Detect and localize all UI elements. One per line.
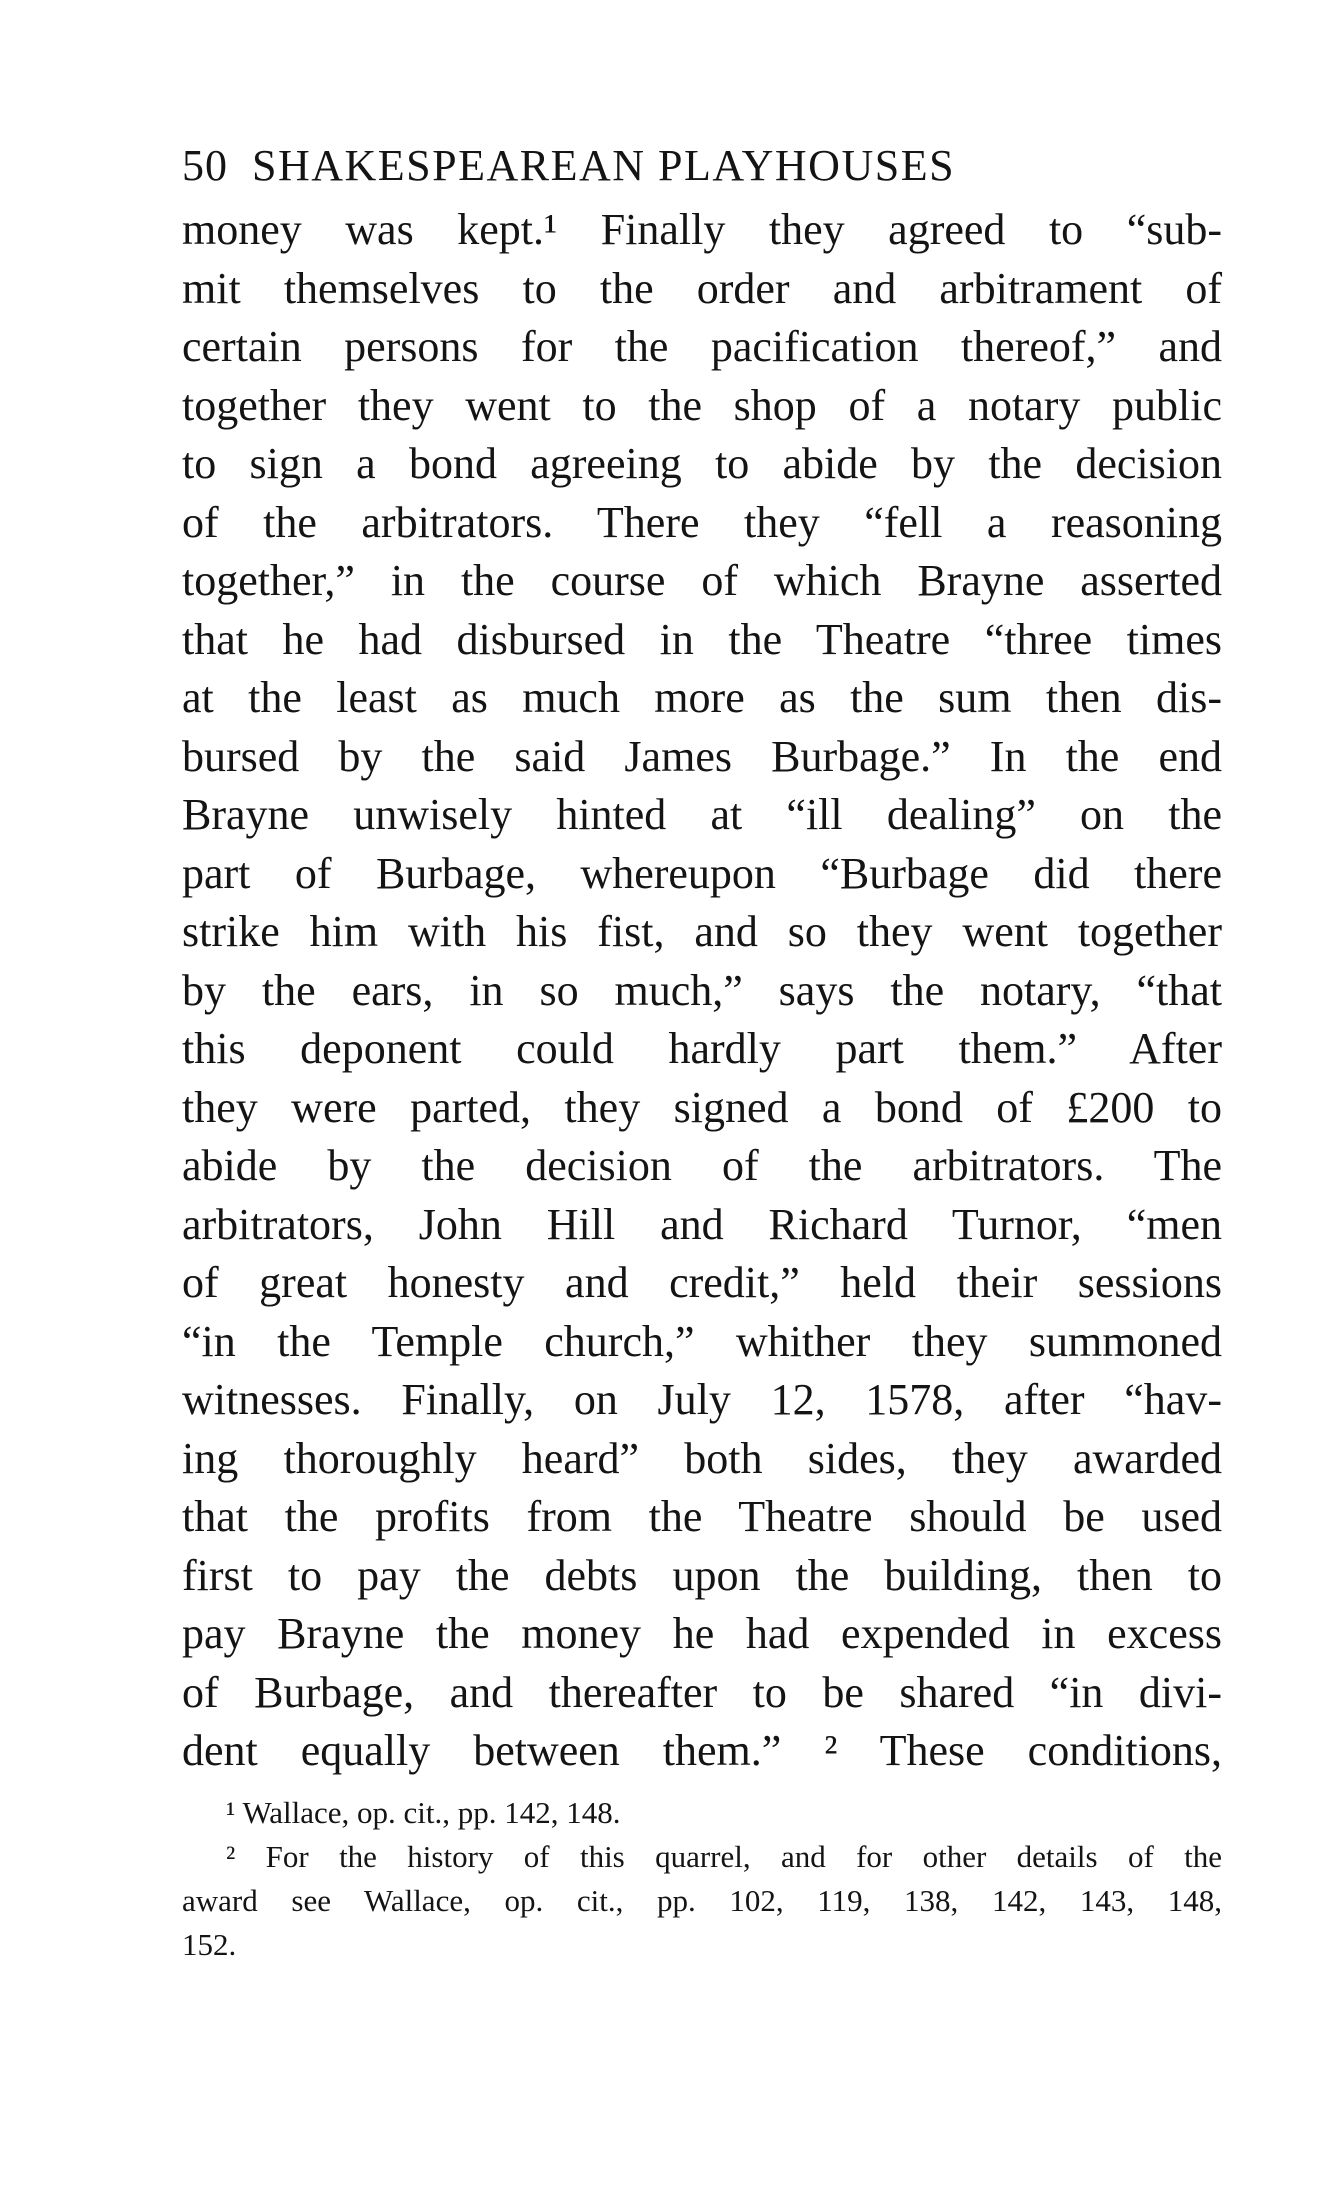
- text-line: ing thoroughly heard” both sides, they awarded: [182, 1433, 1222, 1483]
- text-line: pay Brayne the money he had expended in excess: [182, 1609, 1222, 1658]
- text-line: bursed by the said James Burbage.” In the end: [182, 731, 1222, 781]
- text-line: of great honesty and credit,” held their sessions: [182, 1258, 1222, 1307]
- text-line: arbitrators, John Hill and Richard Turnor, “men: [182, 1199, 1222, 1249]
- text-line: of the arbitrators. There they “fell a reasoning: [182, 497, 1222, 547]
- text-line: strike him with his fist, and so they went together: [182, 907, 1222, 956]
- text-line: part of Burbage, whereupon “Burbage did there: [182, 848, 1222, 898]
- text-line: together they went to the shop of a notary public: [182, 380, 1222, 430]
- body-text: [182, 201, 1222, 1781]
- running-head: [182, 140, 1222, 191]
- text-line: at the least as much more as the sum then dis-: [182, 673, 1222, 722]
- text-line: witnesses. Finally, on July 12, 1578, after “hav-: [182, 1375, 1222, 1424]
- text-line: abide by the decision of the arbitrators. The: [182, 1141, 1222, 1190]
- page-number: 50: [182, 141, 228, 190]
- text-line: they were parted, they signed a bond of £200 to: [182, 1082, 1222, 1132]
- text-line: this deponent could hardly part them.” After: [182, 1024, 1222, 1073]
- book-page: [182, 140, 1222, 1967]
- footnote-2-end: 152.: [182, 1926, 237, 1962]
- text-line: first to pay the debts upon the building, then to: [182, 1550, 1222, 1600]
- text-line: of Burbage, and thereafter to be shared “in divi-: [182, 1667, 1222, 1717]
- text-line: “in the Temple church,” whither they summoned: [182, 1316, 1222, 1366]
- text-line: that he had disbursed in the Theatre “three times: [182, 614, 1222, 664]
- text-line: certain persons for the pacification thereof,” and: [182, 322, 1222, 371]
- footnote-2-continued: award see Wallace, op. cit., pp. 102, 119, 138, 142, 143, 148,: [182, 1882, 1222, 1918]
- text-line: by the ears, in so much,” says the notary, “that: [182, 965, 1222, 1015]
- text-line: money was kept.¹ Finally they agreed to “sub-: [182, 205, 1222, 254]
- text-line: Brayne unwisely hinted at “ill dealing” on the: [182, 790, 1222, 839]
- text-line: to sign a bond agreeing to abide by the decision: [182, 439, 1222, 488]
- footnote-1: ¹ Wallace, op. cit., pp. 142, 148.: [226, 1794, 621, 1830]
- text-line: that the profits from the Theatre should be used: [182, 1492, 1222, 1541]
- text-line: together,” in the course of which Brayne asserted: [182, 556, 1222, 605]
- running-title: SHAKESPEAREAN PLAYHOUSES: [252, 141, 956, 190]
- text-line: mit themselves to the order and arbitrament of: [182, 263, 1222, 313]
- text-line: dent equally between them.” ² These conditions,: [182, 1726, 1222, 1775]
- footnote-2: ² For the history of this quarrel, and for other details of the: [226, 1838, 1222, 1874]
- footnotes: [182, 1791, 1222, 1967]
